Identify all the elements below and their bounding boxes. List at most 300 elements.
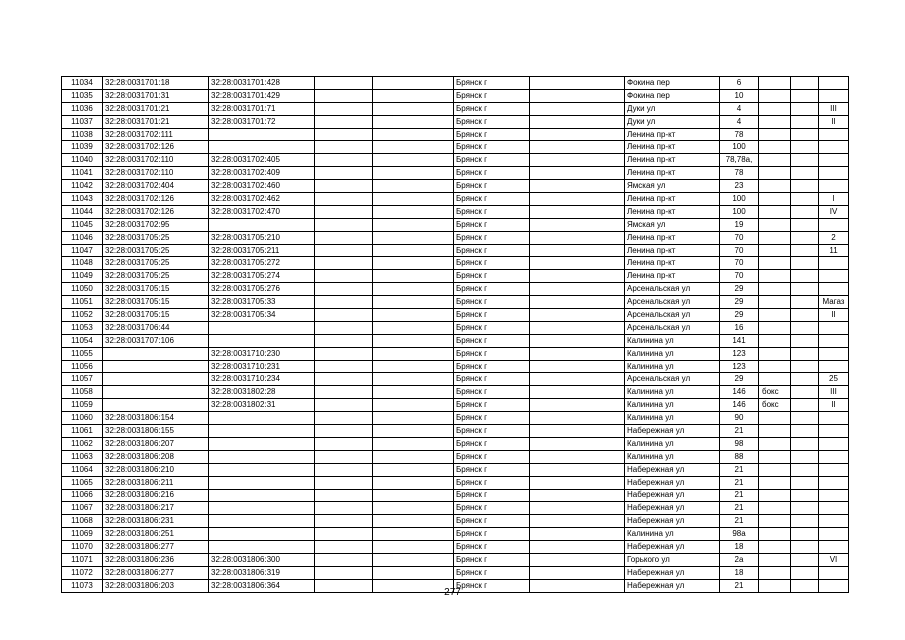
register-table xyxy=(61,76,849,593)
cell-blank-col-b xyxy=(373,463,454,476)
cell-street: Калинина ул xyxy=(625,450,720,463)
cell-blank-col-b xyxy=(373,334,454,347)
cell-blank-col-d xyxy=(791,89,819,102)
cell-building-type xyxy=(759,257,791,270)
cell-blank-col-a xyxy=(315,77,373,90)
cell-blank-col-d xyxy=(791,270,819,283)
cell-premises xyxy=(819,77,849,90)
cell-blank-col-d xyxy=(791,373,819,386)
cell-blank-col-d xyxy=(791,489,819,502)
cell-blank-col-b xyxy=(373,270,454,283)
register-table-container xyxy=(61,76,849,593)
cell-blank-col-c xyxy=(530,128,625,141)
cell-blank-col-b xyxy=(373,309,454,322)
cell-row-number: 11055 xyxy=(62,347,103,360)
cell-cadastral-object xyxy=(209,502,315,515)
cell-city: Брянск г xyxy=(454,399,530,412)
cell-blank-col-d xyxy=(791,128,819,141)
cell-house-number: 21 xyxy=(720,515,759,528)
cell-street: Ленина пр-кт xyxy=(625,270,720,283)
cell-street: Калинина ул xyxy=(625,334,720,347)
cell-house-number: 70 xyxy=(720,244,759,257)
cell-building-type xyxy=(759,425,791,438)
cell-street: Арсенальская ул xyxy=(625,296,720,309)
cell-row-number: 11046 xyxy=(62,231,103,244)
cell-blank-col-c xyxy=(530,270,625,283)
cell-building-type xyxy=(759,309,791,322)
cell-blank-col-b xyxy=(373,399,454,412)
cell-cadastral-parcel: 32:28:0031806:211 xyxy=(103,476,209,489)
cell-cadastral-parcel: 32:28:0031806:236 xyxy=(103,553,209,566)
cell-blank-col-c xyxy=(530,283,625,296)
cell-blank-col-c xyxy=(530,141,625,154)
cell-street: Калинина ул xyxy=(625,528,720,541)
cell-cadastral-object: 32:28:0031806:319 xyxy=(209,566,315,579)
cell-premises xyxy=(819,437,849,450)
cell-city: Брянск г xyxy=(454,154,530,167)
cell-blank-col-a xyxy=(315,347,373,360)
cell-cadastral-parcel: 32:28:0031701:31 xyxy=(103,89,209,102)
cell-cadastral-parcel: 32:28:0031705:25 xyxy=(103,257,209,270)
cell-blank-col-c xyxy=(530,360,625,373)
cell-premises: II xyxy=(819,115,849,128)
cell-city: Брянск г xyxy=(454,334,530,347)
cell-street: Ленина пр-кт xyxy=(625,167,720,180)
cell-house-number: 100 xyxy=(720,141,759,154)
cell-cadastral-parcel xyxy=(103,347,209,360)
cell-house-number: 70 xyxy=(720,231,759,244)
cell-city: Брянск г xyxy=(454,102,530,115)
cell-city: Брянск г xyxy=(454,128,530,141)
cell-house-number: 70 xyxy=(720,270,759,283)
cell-row-number: 11073 xyxy=(62,579,103,592)
cell-blank-col-a xyxy=(315,412,373,425)
cell-blank-col-c xyxy=(530,489,625,502)
table-row xyxy=(62,167,849,180)
cell-row-number: 11062 xyxy=(62,437,103,450)
cell-blank-col-a xyxy=(315,502,373,515)
cell-building-type xyxy=(759,154,791,167)
cell-premises xyxy=(819,360,849,373)
cell-blank-col-a xyxy=(315,386,373,399)
cell-cadastral-parcel: 32:28:0031806:277 xyxy=(103,541,209,554)
cell-premises xyxy=(819,128,849,141)
cell-row-number: 11035 xyxy=(62,89,103,102)
cell-cadastral-object: 32:28:0031710:234 xyxy=(209,373,315,386)
cell-blank-col-c xyxy=(530,89,625,102)
cell-house-number: 10 xyxy=(720,89,759,102)
table-row xyxy=(62,102,849,115)
table-row xyxy=(62,154,849,167)
cell-blank-col-c xyxy=(530,321,625,334)
cell-city: Брянск г xyxy=(454,257,530,270)
cell-blank-col-a xyxy=(315,128,373,141)
cell-blank-col-c xyxy=(530,476,625,489)
cell-building-type xyxy=(759,347,791,360)
cell-street: Набережная ул xyxy=(625,579,720,592)
cell-building-type xyxy=(759,180,791,193)
cell-building-type: бокс xyxy=(759,399,791,412)
cell-cadastral-parcel: 32:28:0031702:126 xyxy=(103,193,209,206)
cell-city: Брянск г xyxy=(454,167,530,180)
cell-city: Брянск г xyxy=(454,347,530,360)
table-row xyxy=(62,502,849,515)
cell-blank-col-c xyxy=(530,77,625,90)
cell-cadastral-object: 32:28:0031705:276 xyxy=(209,283,315,296)
cell-cadastral-parcel xyxy=(103,386,209,399)
cell-cadastral-object: 32:28:0031705:210 xyxy=(209,231,315,244)
cell-blank-col-b xyxy=(373,321,454,334)
cell-row-number: 11053 xyxy=(62,321,103,334)
cell-row-number: 11048 xyxy=(62,257,103,270)
cell-street: Набережная ул xyxy=(625,502,720,515)
cell-building-type xyxy=(759,231,791,244)
cell-premises: I xyxy=(819,193,849,206)
cell-row-number: 11071 xyxy=(62,553,103,566)
cell-building-type xyxy=(759,528,791,541)
cell-blank-col-a xyxy=(315,257,373,270)
cell-cadastral-object xyxy=(209,437,315,450)
cell-building-type xyxy=(759,128,791,141)
cell-cadastral-object xyxy=(209,412,315,425)
cell-city: Брянск г xyxy=(454,205,530,218)
cell-blank-col-b xyxy=(373,528,454,541)
cell-cadastral-object xyxy=(209,128,315,141)
cell-street: Арсенальская ул xyxy=(625,309,720,322)
cell-city: Брянск г xyxy=(454,528,530,541)
cell-street: Арсенальская ул xyxy=(625,321,720,334)
cell-house-number: 98 xyxy=(720,437,759,450)
cell-cadastral-object: 32:28:0031702:409 xyxy=(209,167,315,180)
cell-cadastral-object: 32:28:0031702:405 xyxy=(209,154,315,167)
cell-cadastral-parcel: 32:28:0031806:216 xyxy=(103,489,209,502)
cell-building-type xyxy=(759,77,791,90)
cell-house-number: 29 xyxy=(720,296,759,309)
cell-blank-col-b xyxy=(373,360,454,373)
cell-house-number: 21 xyxy=(720,502,759,515)
cell-row-number: 11047 xyxy=(62,244,103,257)
cell-blank-col-a xyxy=(315,450,373,463)
cell-street: Ямская ул xyxy=(625,180,720,193)
cell-blank-col-a xyxy=(315,360,373,373)
cell-building-type xyxy=(759,283,791,296)
cell-city: Брянск г xyxy=(454,515,530,528)
cell-cadastral-parcel: 32:28:0031701:21 xyxy=(103,102,209,115)
cell-cadastral-object: 32:28:0031701:429 xyxy=(209,89,315,102)
cell-city: Брянск г xyxy=(454,296,530,309)
cell-blank-col-d xyxy=(791,334,819,347)
cell-cadastral-parcel: 32:28:0031705:25 xyxy=(103,270,209,283)
cell-blank-col-a xyxy=(315,489,373,502)
cell-blank-col-a xyxy=(315,231,373,244)
cell-house-number: 21 xyxy=(720,579,759,592)
cell-blank-col-c xyxy=(530,386,625,399)
cell-row-number: 11049 xyxy=(62,270,103,283)
cell-blank-col-b xyxy=(373,167,454,180)
cell-blank-col-c xyxy=(530,373,625,386)
cell-row-number: 11056 xyxy=(62,360,103,373)
cell-blank-col-a xyxy=(315,154,373,167)
cell-cadastral-parcel: 32:28:0031806:154 xyxy=(103,412,209,425)
cell-cadastral-parcel: 32:28:0031702:111 xyxy=(103,128,209,141)
cell-city: Брянск г xyxy=(454,541,530,554)
cell-premises xyxy=(819,425,849,438)
cell-row-number: 11043 xyxy=(62,193,103,206)
cell-row-number: 11060 xyxy=(62,412,103,425)
cell-row-number: 11057 xyxy=(62,373,103,386)
cell-blank-col-b xyxy=(373,476,454,489)
cell-cadastral-object xyxy=(209,515,315,528)
table-row xyxy=(62,437,849,450)
cell-building-type: бокс xyxy=(759,386,791,399)
cell-blank-col-b xyxy=(373,102,454,115)
cell-premises: IV xyxy=(819,205,849,218)
cell-blank-col-a xyxy=(315,476,373,489)
cell-cadastral-parcel: 32:28:0031705:15 xyxy=(103,309,209,322)
cell-cadastral-parcel: 32:28:0031702:110 xyxy=(103,167,209,180)
cell-row-number: 11040 xyxy=(62,154,103,167)
cell-cadastral-parcel: 32:28:0031702:404 xyxy=(103,180,209,193)
cell-blank-col-b xyxy=(373,373,454,386)
cell-blank-col-d xyxy=(791,347,819,360)
cell-cadastral-object xyxy=(209,425,315,438)
table-row xyxy=(62,115,849,128)
cell-blank-col-d xyxy=(791,437,819,450)
cell-blank-col-a xyxy=(315,205,373,218)
cell-blank-col-a xyxy=(315,218,373,231)
cell-cadastral-parcel: 32:28:0031701:21 xyxy=(103,115,209,128)
cell-building-type xyxy=(759,270,791,283)
cell-city: Брянск г xyxy=(454,180,530,193)
cell-house-number: 88 xyxy=(720,450,759,463)
table-row xyxy=(62,257,849,270)
cell-cadastral-object: 32:28:0031702:470 xyxy=(209,205,315,218)
cell-blank-col-b xyxy=(373,515,454,528)
cell-row-number: 11039 xyxy=(62,141,103,154)
cell-blank-col-b xyxy=(373,244,454,257)
cell-blank-col-a xyxy=(315,309,373,322)
cell-cadastral-parcel: 32:28:0031806:217 xyxy=(103,502,209,515)
cell-blank-col-c xyxy=(530,296,625,309)
cell-city: Брянск г xyxy=(454,450,530,463)
cell-street: Арсенальская ул xyxy=(625,283,720,296)
cell-street: Ямская ул xyxy=(625,218,720,231)
cell-street: Ленина пр-кт xyxy=(625,257,720,270)
cell-blank-col-c xyxy=(530,154,625,167)
table-row xyxy=(62,296,849,309)
cell-blank-col-c xyxy=(530,193,625,206)
cell-house-number: 29 xyxy=(720,309,759,322)
page-number: 277 xyxy=(444,587,461,598)
cell-cadastral-object xyxy=(209,476,315,489)
cell-cadastral-parcel: 32:28:0031705:15 xyxy=(103,296,209,309)
cell-blank-col-d xyxy=(791,102,819,115)
cell-premises: III xyxy=(819,102,849,115)
cell-house-number: 2а xyxy=(720,553,759,566)
table-row xyxy=(62,309,849,322)
cell-building-type xyxy=(759,541,791,554)
cell-cadastral-object: 32:28:0031710:230 xyxy=(209,347,315,360)
cell-blank-col-c xyxy=(530,412,625,425)
cell-street: Дуки ул xyxy=(625,115,720,128)
cell-house-number: 29 xyxy=(720,283,759,296)
cell-city: Брянск г xyxy=(454,231,530,244)
cell-blank-col-d xyxy=(791,115,819,128)
cell-blank-col-d xyxy=(791,553,819,566)
cell-premises xyxy=(819,167,849,180)
cell-row-number: 11051 xyxy=(62,296,103,309)
cell-street: Калинина ул xyxy=(625,437,720,450)
cell-blank-col-d xyxy=(791,386,819,399)
cell-premises: III xyxy=(819,386,849,399)
cell-blank-col-c xyxy=(530,334,625,347)
cell-street: Ленина пр-кт xyxy=(625,205,720,218)
cell-cadastral-object: 32:28:0031702:462 xyxy=(209,193,315,206)
cell-row-number: 11067 xyxy=(62,502,103,515)
table-row xyxy=(62,412,849,425)
cell-blank-col-d xyxy=(791,231,819,244)
cell-blank-col-b xyxy=(373,257,454,270)
cell-blank-col-c xyxy=(530,463,625,476)
cell-blank-col-d xyxy=(791,360,819,373)
cell-house-number: 23 xyxy=(720,180,759,193)
cell-premises xyxy=(819,283,849,296)
cell-cadastral-parcel: 32:28:0031806:277 xyxy=(103,566,209,579)
cell-blank-col-b xyxy=(373,193,454,206)
cell-city: Брянск г xyxy=(454,89,530,102)
cell-row-number: 11045 xyxy=(62,218,103,231)
cell-blank-col-d xyxy=(791,541,819,554)
cell-premises xyxy=(819,270,849,283)
cell-premises xyxy=(819,502,849,515)
cell-cadastral-parcel: 32:28:0031806:155 xyxy=(103,425,209,438)
cell-blank-col-c xyxy=(530,437,625,450)
cell-city: Брянск г xyxy=(454,360,530,373)
cell-blank-col-a xyxy=(315,566,373,579)
cell-cadastral-parcel: 32:28:0031706:44 xyxy=(103,321,209,334)
cell-street: Фокина пер xyxy=(625,77,720,90)
table-row xyxy=(62,180,849,193)
cell-row-number: 11050 xyxy=(62,283,103,296)
cell-blank-col-c xyxy=(530,231,625,244)
cell-row-number: 11059 xyxy=(62,399,103,412)
cell-cadastral-object xyxy=(209,489,315,502)
cell-cadastral-object: 32:28:0031705:34 xyxy=(209,309,315,322)
cell-cadastral-parcel: 32:28:0031806:231 xyxy=(103,515,209,528)
cell-cadastral-parcel: 32:28:0031806:210 xyxy=(103,463,209,476)
cell-house-number: 100 xyxy=(720,205,759,218)
cell-city: Брянск г xyxy=(454,553,530,566)
cell-blank-col-b xyxy=(373,386,454,399)
cell-blank-col-a xyxy=(315,244,373,257)
cell-cadastral-parcel: 32:28:0031806:208 xyxy=(103,450,209,463)
cell-premises xyxy=(819,463,849,476)
cell-blank-col-b xyxy=(373,231,454,244)
cell-blank-col-d xyxy=(791,205,819,218)
cell-premises xyxy=(819,154,849,167)
cell-street: Калинина ул xyxy=(625,347,720,360)
table-row xyxy=(62,347,849,360)
cell-premises xyxy=(819,321,849,334)
cell-building-type xyxy=(759,141,791,154)
cell-row-number: 11063 xyxy=(62,450,103,463)
cell-cadastral-object: 32:28:0031710:231 xyxy=(209,360,315,373)
cell-city: Брянск г xyxy=(454,502,530,515)
cell-premises xyxy=(819,476,849,489)
cell-cadastral-object xyxy=(209,334,315,347)
cell-blank-col-b xyxy=(373,566,454,579)
cell-cadastral-parcel: 32:28:0031806:251 xyxy=(103,528,209,541)
cell-blank-col-c xyxy=(530,218,625,231)
cell-blank-col-b xyxy=(373,283,454,296)
cell-cadastral-parcel: 32:28:0031705:25 xyxy=(103,244,209,257)
cell-building-type xyxy=(759,102,791,115)
cell-blank-col-c xyxy=(530,347,625,360)
cell-premises xyxy=(819,347,849,360)
cell-premises xyxy=(819,450,849,463)
cell-blank-col-a xyxy=(315,270,373,283)
table-row xyxy=(62,476,849,489)
cell-blank-col-c xyxy=(530,167,625,180)
cell-cadastral-object xyxy=(209,450,315,463)
cell-blank-col-b xyxy=(373,412,454,425)
cell-street: Калинина ул xyxy=(625,386,720,399)
cell-city: Брянск г xyxy=(454,321,530,334)
cell-premises xyxy=(819,566,849,579)
table-row xyxy=(62,541,849,554)
cell-blank-col-c xyxy=(530,180,625,193)
cell-blank-col-d xyxy=(791,425,819,438)
cell-cadastral-object xyxy=(209,463,315,476)
cell-blank-col-a xyxy=(315,321,373,334)
cell-cadastral-parcel: 32:28:0031702:126 xyxy=(103,205,209,218)
cell-premises: VI xyxy=(819,553,849,566)
cell-house-number: 6 xyxy=(720,77,759,90)
cell-building-type xyxy=(759,334,791,347)
cell-blank-col-a xyxy=(315,283,373,296)
cell-row-number: 11054 xyxy=(62,334,103,347)
cell-blank-col-a xyxy=(315,528,373,541)
cell-city: Брянск г xyxy=(454,115,530,128)
cell-city: Брянск г xyxy=(454,193,530,206)
cell-building-type xyxy=(759,553,791,566)
cell-city: Брянск г xyxy=(454,566,530,579)
cell-cadastral-parcel xyxy=(103,373,209,386)
cell-blank-col-d xyxy=(791,321,819,334)
cell-cadastral-object: 32:28:0031806:364 xyxy=(209,579,315,592)
cell-blank-col-c xyxy=(530,528,625,541)
cell-cadastral-object xyxy=(209,141,315,154)
cell-building-type xyxy=(759,463,791,476)
cell-blank-col-d xyxy=(791,244,819,257)
cell-cadastral-parcel xyxy=(103,360,209,373)
cell-premises xyxy=(819,257,849,270)
cell-blank-col-b xyxy=(373,296,454,309)
cell-row-number: 11036 xyxy=(62,102,103,115)
cell-street: Дуки ул xyxy=(625,102,720,115)
cell-street: Ленина пр-кт xyxy=(625,231,720,244)
cell-building-type xyxy=(759,193,791,206)
cell-street: Ленина пр-кт xyxy=(625,128,720,141)
cell-building-type xyxy=(759,489,791,502)
cell-blank-col-c xyxy=(530,257,625,270)
cell-blank-col-d xyxy=(791,476,819,489)
cell-street: Калинина ул xyxy=(625,399,720,412)
cell-house-number: 70 xyxy=(720,257,759,270)
cell-city: Брянск г xyxy=(454,425,530,438)
table-row xyxy=(62,553,849,566)
cell-blank-col-d xyxy=(791,463,819,476)
